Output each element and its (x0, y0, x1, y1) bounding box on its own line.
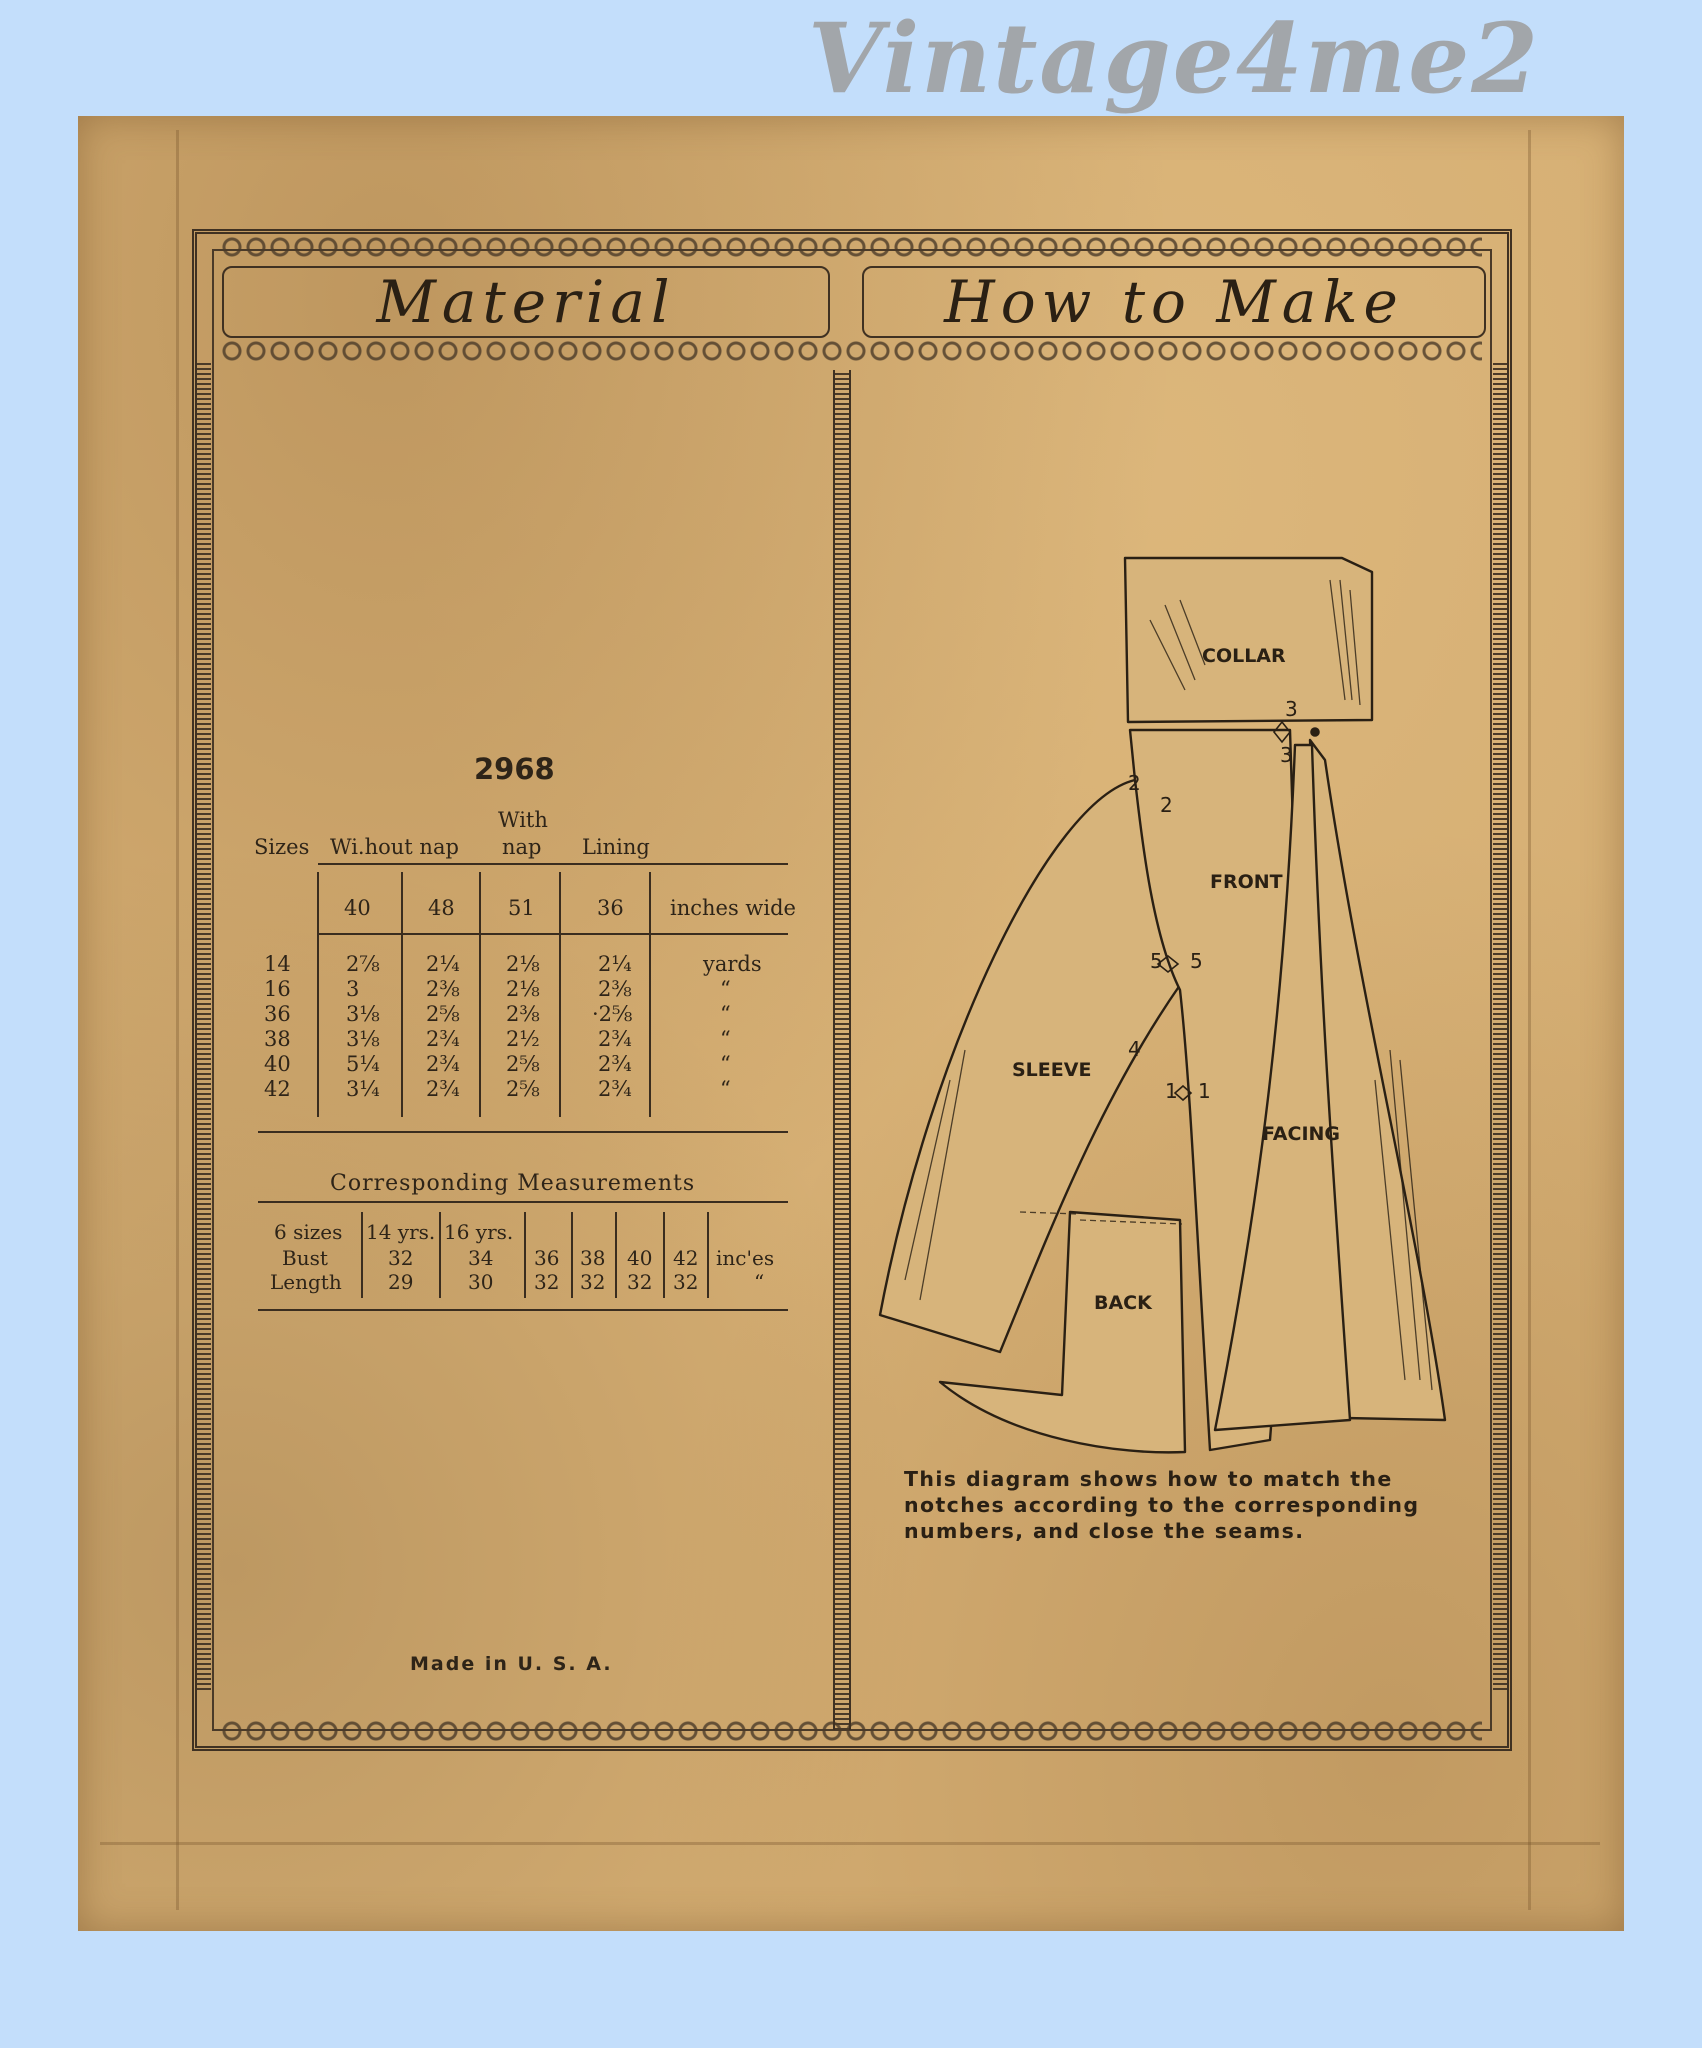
width-48: 48 (428, 896, 455, 920)
diagram-label-facing: FACING (1262, 1123, 1341, 1145)
yardage-cell: 2¾ (598, 1027, 632, 1051)
diagram-label-front: FRONT (1210, 871, 1283, 893)
diagram-caption: This diagram shows how to match the notches according to the corresponding numbers, and close the seams. (904, 1467, 1420, 1543)
yardage-cell: 2¾ (598, 1052, 632, 1076)
notch-number: 1 (1198, 1079, 1211, 1103)
yardage-unit: yards (703, 952, 762, 976)
yardage-unit: “ (720, 1002, 731, 1026)
yardage-size: 42 (264, 1077, 291, 1101)
measurement-length: 30 (468, 1270, 494, 1294)
measurement-length: 32 (627, 1270, 653, 1294)
notch-number: 1 (1165, 1079, 1178, 1103)
yardage-cell: 2¾ (426, 1027, 460, 1051)
measurement-length: 32 (673, 1270, 699, 1294)
measurement-bust: 32 (388, 1246, 414, 1270)
measurement-length: 32 (534, 1270, 560, 1294)
yardage-header-lining: Lining (582, 835, 650, 859)
yardage-cell: 3⅛ (346, 1027, 380, 1051)
measurements-title: Corresponding Measurements (330, 1171, 696, 1196)
made-in-usa: Made in U. S. A. (410, 1653, 613, 1675)
measurement-bust: 34 (468, 1246, 494, 1270)
measurement-bust-unit: inc'es (716, 1246, 775, 1270)
yardage-size: 40 (264, 1052, 291, 1076)
diagram-label-collar: COLLAR (1202, 645, 1286, 667)
yardage-header-sizes: Sizes (254, 835, 310, 859)
yardage-header-without-nap: Wi.hout nap (330, 835, 459, 859)
yardage-cell: 2⅝ (506, 1077, 540, 1101)
yardage-size: 36 (264, 1002, 291, 1026)
measurement-bust: 42 (673, 1246, 699, 1270)
watermark: Vintage4me2 (808, 2, 1541, 115)
measurement-bust: 36 (534, 1246, 560, 1270)
yardage-unit: “ (720, 1077, 731, 1101)
collar-piece (1125, 558, 1372, 722)
width-40: 40 (344, 896, 371, 920)
measurement-bust: 38 (580, 1246, 606, 1270)
yardage-cell: 2⅛ (506, 952, 540, 976)
yardage-cell: 2¾ (426, 1077, 460, 1101)
measurement-length: 29 (388, 1270, 414, 1294)
yardage-unit: “ (720, 1052, 731, 1076)
yardage-size: 38 (264, 1027, 291, 1051)
yardage-cell: 2⅞ (346, 952, 380, 976)
notch-number: 2 (1160, 793, 1173, 817)
yardage-cell: 5¼ (346, 1052, 380, 1076)
measurement-bust: 40 (627, 1246, 653, 1270)
yardage-cell: 2¾ (426, 1052, 460, 1076)
yardage-cell: 2⅜ (426, 977, 460, 1001)
width-36: 36 (597, 896, 624, 920)
yardage-cell: 2⅛ (506, 977, 540, 1001)
yardage-cell: 2⅝ (506, 1052, 540, 1076)
yardage-cell: 3 (346, 977, 360, 1001)
yardage-cell: 2¼ (426, 952, 460, 976)
yardage-size: 16 (264, 977, 291, 1001)
yardage-unit: “ (720, 977, 731, 1001)
yardage-cell: 3⅛ (346, 1002, 380, 1026)
yardage-unit: “ (720, 1027, 731, 1051)
notch-number: 5 (1190, 949, 1203, 973)
yardage-header-with-nap: With (498, 808, 548, 832)
yardage-cell: 2⅜ (506, 1002, 540, 1026)
yardage-cell: 2½ (506, 1027, 540, 1051)
notch-number: 5 (1150, 949, 1163, 973)
yardage-size: 14 (264, 952, 291, 976)
notch-number: 3 (1280, 743, 1293, 767)
measurement-length: 32 (580, 1270, 606, 1294)
notch-number: 4 (1128, 1037, 1141, 1061)
yardage-cell: 2¾ (598, 1077, 632, 1101)
yardage-header-with-nap-2: nap (502, 835, 542, 859)
yardage-cell: 2⅜ (598, 977, 632, 1001)
how-to-make-header: How to Make (862, 266, 1486, 338)
measurements-row-label: Bust (282, 1246, 328, 1270)
measurements-row-label: Length (270, 1270, 342, 1294)
pattern-number: 2968 (474, 752, 555, 786)
yardage-cell: 2⅝ (426, 1002, 460, 1026)
notch-number: 2 (1128, 771, 1141, 795)
yardage-cell: ·2⅝ (592, 1002, 633, 1026)
yardage-cell: 3¼ (346, 1077, 380, 1101)
measurements-row-label: 6 sizes (274, 1220, 343, 1244)
width-51: 51 (508, 896, 535, 920)
diagram-label-back: BACK (1094, 1292, 1152, 1314)
material-header: Material (222, 266, 830, 338)
notch-number: 3 (1285, 697, 1298, 721)
measurement-length-unit: “ (754, 1270, 765, 1294)
diagram-label-sleeve: SLEEVE (1012, 1059, 1092, 1081)
measurement-col-head: 16 yrs. (444, 1220, 514, 1244)
measurement-col-head: 14 yrs. (366, 1220, 436, 1244)
width-unit: inches wide (670, 896, 796, 920)
yardage-cell: 2¼ (598, 952, 632, 976)
